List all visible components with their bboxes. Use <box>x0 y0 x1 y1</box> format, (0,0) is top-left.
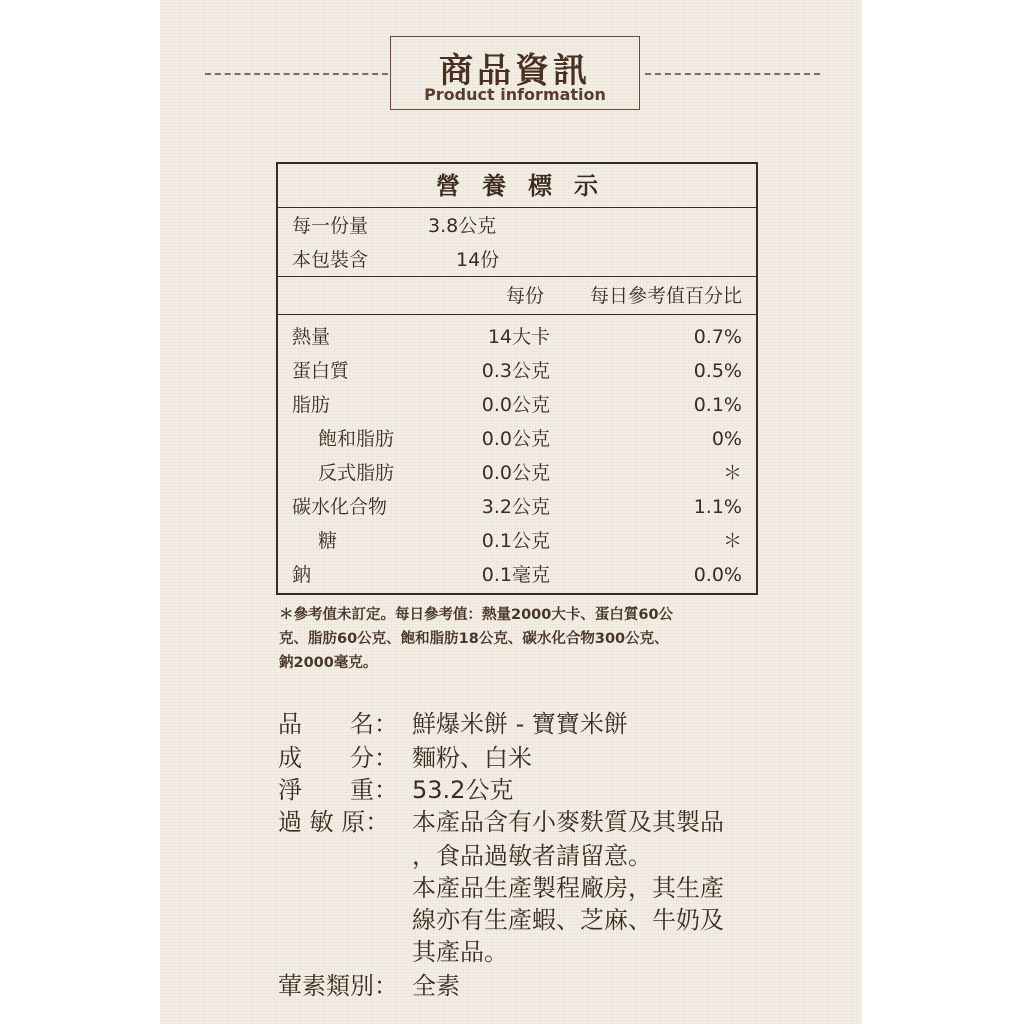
nutrient-daily-pct: ＊ <box>722 462 742 484</box>
nutrient-name: 反式脂肪 <box>318 462 395 484</box>
nutrient-row <box>278 491 756 523</box>
servings-value: 14份 <box>456 249 500 271</box>
nutrient-row <box>278 389 756 421</box>
allergen-label: 過 敏 原： <box>278 808 390 836</box>
nutrient-row <box>278 423 756 455</box>
product-name-value: 鮮爆米餅 - 寶寶米餅 <box>412 710 628 738</box>
nutrient-daily-pct: 0.0% <box>693 564 742 586</box>
table-divider <box>278 314 756 315</box>
nutrient-row <box>278 525 756 557</box>
nutrient-name: 糖 <box>318 530 338 552</box>
nutrient-name: 熱量 <box>292 326 331 348</box>
nutrient-daily-pct: 1.1% <box>693 496 742 518</box>
header-divider-right <box>645 73 820 75</box>
allergen-line: 本產品含有小麥麩質及其製品 <box>412 808 724 836</box>
nutrient-per-serving: 0.3公克 <box>481 360 550 382</box>
nutrient-daily-pct: 0.5% <box>693 360 742 382</box>
nutrient-row <box>278 559 756 591</box>
table-divider <box>278 276 756 277</box>
section-title-box <box>390 36 640 110</box>
footnote-line: 鈉2000毫克。 <box>279 655 378 671</box>
servings-row <box>278 244 756 276</box>
allergen-line: 本產品生產製程廠房，其生產 <box>412 874 724 902</box>
header-divider-left <box>205 73 388 75</box>
serving-size-value: 3.8公克 <box>428 215 497 237</box>
serving-size-row <box>278 210 756 242</box>
servings-label: 本包裝含 <box>292 249 369 271</box>
net-weight-value: 53.2公克 <box>412 776 514 804</box>
nutrient-daily-pct: 0% <box>711 428 742 450</box>
nutrient-row <box>278 355 756 387</box>
footnote-line: 克、脂肪60公克、飽和脂肪18公克、碳水化合物300公克、 <box>279 631 669 647</box>
nutrient-per-serving: 0.0公克 <box>481 428 550 450</box>
allergen-line: ，食品過敏者請留意。 <box>412 842 652 870</box>
product-name-label: 品 名： <box>278 710 398 738</box>
vegetarian-label: 葷素類別： <box>278 972 398 1000</box>
allergen-line: 線亦有生產蝦、芝麻、牛奶及 <box>412 906 724 934</box>
nutrient-row <box>278 457 756 489</box>
nutrient-row <box>278 321 756 353</box>
nutrient-daily-pct: 0.1% <box>693 394 742 416</box>
section-title: 商品資訊 <box>439 51 591 91</box>
nutrient-name: 蛋白質 <box>292 360 350 382</box>
section-subtitle: Product information <box>424 85 606 104</box>
nutrient-name: 鈉 <box>292 564 312 586</box>
serving-size-label: 每一份量 <box>292 215 369 237</box>
nutrient-per-serving: 0.0公克 <box>481 462 550 484</box>
nutrient-daily-pct: 0.7% <box>693 326 742 348</box>
footnote-line: ＊參考值未訂定。每日參考值：熱量2000大卡、蛋白質60公 <box>279 607 674 623</box>
allergen-line: 其產品。 <box>412 938 508 966</box>
footnote <box>279 603 764 675</box>
nutrient-name: 碳水化合物 <box>292 496 388 518</box>
nutrient-name: 飽和脂肪 <box>318 428 395 450</box>
nutrition-title: 營養標示 <box>278 164 756 208</box>
nutrient-per-serving: 0.1公克 <box>481 530 550 552</box>
ingredients-label: 成 分： <box>278 744 398 772</box>
nutrient-daily-pct: ＊ <box>722 530 742 552</box>
net-weight-label: 淨 重： <box>278 776 398 804</box>
col-per-serving: 每份 <box>506 285 545 307</box>
ingredients-value: 麵粉、白米 <box>412 744 532 772</box>
nutrient-per-serving: 3.2公克 <box>481 496 550 518</box>
nutrient-per-serving: 14大卡 <box>487 326 550 348</box>
col-daily-pct: 每日參考值百分比 <box>589 285 742 307</box>
nutrient-per-serving: 0.0公克 <box>481 394 550 416</box>
nutrient-per-serving: 0.1毫克 <box>481 564 550 586</box>
nutrient-name: 脂肪 <box>292 394 331 416</box>
nutrition-table <box>276 162 758 595</box>
vegetarian-value: 全素 <box>412 972 460 1000</box>
column-header-row <box>278 280 756 312</box>
